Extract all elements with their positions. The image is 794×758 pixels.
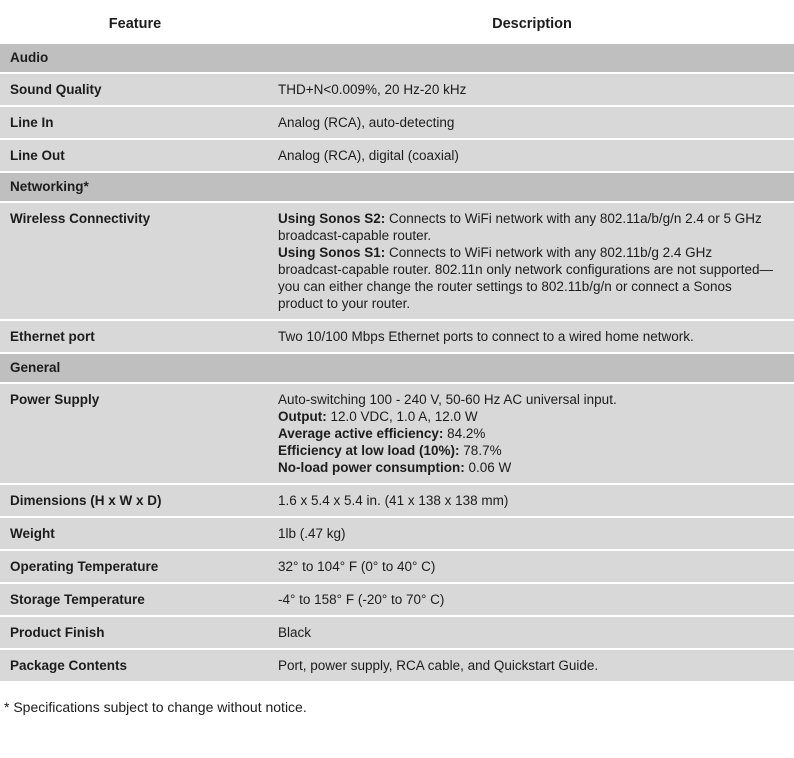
- description-cell: [270, 624, 794, 641]
- section-header-row: [0, 44, 794, 72]
- feature-cell: Ethernet port: [10, 329, 95, 344]
- description-text: 78.7%: [459, 443, 502, 458]
- description-text: Connects to WiFi network with any 802.11a/b/g/n 2.4 or 5 GHz broadcast-capable router.: [278, 211, 762, 243]
- feature-cell: Wireless Connectivity: [10, 211, 151, 226]
- description-cell: [270, 558, 794, 575]
- feature-cell: Operating Temperature: [10, 559, 159, 574]
- table-header-row: [0, 8, 794, 44]
- feature-cell: Power Supply: [10, 392, 100, 407]
- description-line: [278, 81, 774, 98]
- description-cell: [270, 81, 794, 98]
- description-line: [278, 492, 774, 509]
- description-bold-text: Using Sonos S1:: [278, 245, 386, 260]
- section-title: General: [10, 360, 61, 375]
- description-cell: [270, 657, 794, 674]
- description-text: 1lb (.47 kg): [278, 526, 346, 541]
- description-line: [278, 525, 774, 542]
- table-row: [0, 485, 794, 516]
- description-bold-text: Output:: [278, 409, 327, 424]
- feature-column-header: Feature: [108, 16, 162, 32]
- spec-table: [0, 8, 794, 681]
- description-bold-text: Efficiency at low load (10%):: [278, 443, 460, 458]
- description-text: Two 10/100 Mbps Ethernet ports to connect to a wired home network.: [278, 329, 694, 344]
- feature-cell: Weight: [10, 526, 55, 541]
- description-line: [278, 391, 774, 408]
- description-cell: [270, 114, 794, 131]
- table-row: [0, 140, 794, 171]
- description-text: Connects to WiFi network with any 802.11b/g 2.4 GHz broadcast-capable router. 802.11n only network configurations are not supported—you can either change the router settings to 802.11b/g/n or connect a Sonos product to your router.: [278, 245, 774, 311]
- description-cell: [270, 210, 794, 312]
- description-text: Auto-switching 100 - 240 V, 50-60 Hz AC universal input.: [278, 392, 617, 407]
- section-title: Networking*: [10, 179, 89, 194]
- footnote: * Specifications subject to change without notice.: [4, 699, 307, 715]
- table-row: [0, 384, 794, 483]
- feature-cell: Package Contents: [10, 658, 128, 673]
- description-line: [278, 459, 774, 476]
- description-text: 12.0 VDC, 1.0 A, 12.0 W: [326, 409, 478, 424]
- description-text: 1.6 x 5.4 x 5.4 in. (41 x 138 x 138 mm): [278, 493, 509, 508]
- description-text: THD+N<0.009%, 20 Hz-20 kHz: [278, 82, 467, 97]
- description-line: [278, 624, 774, 641]
- description-line: [278, 591, 774, 608]
- description-text: 32° to 104° F (0° to 40° C): [278, 559, 436, 574]
- description-line: [278, 328, 774, 345]
- spec-table-body: [0, 44, 794, 681]
- feature-cell: Storage Temperature: [10, 592, 145, 607]
- description-line: [278, 408, 774, 425]
- feature-cell: Sound Quality: [10, 82, 102, 97]
- feature-cell: Line In: [10, 115, 54, 130]
- description-cell: [270, 525, 794, 542]
- description-line: [278, 657, 774, 674]
- table-row: [0, 617, 794, 648]
- feature-cell: Dimensions (H x W x D): [10, 493, 162, 508]
- table-row: [0, 321, 794, 352]
- description-line: [278, 558, 774, 575]
- description-text: Analog (RCA), digital (coaxial): [278, 148, 459, 163]
- table-row: [0, 650, 794, 681]
- table-row: [0, 74, 794, 105]
- feature-cell: Line Out: [10, 148, 65, 163]
- section-header-row: [0, 173, 794, 201]
- table-row: [0, 107, 794, 138]
- description-cell: [270, 591, 794, 608]
- description-cell: [270, 147, 794, 164]
- table-row: [0, 518, 794, 549]
- table-row: [0, 584, 794, 615]
- table-row: [0, 551, 794, 582]
- section-header-row: [0, 354, 794, 382]
- description-bold-text: Average active efficiency:: [278, 426, 444, 441]
- feature-cell: Product Finish: [10, 625, 105, 640]
- description-text: Analog (RCA), auto-detecting: [278, 115, 455, 130]
- description-line: [278, 425, 774, 442]
- section-title: Audio: [10, 50, 49, 65]
- description-line: [278, 147, 774, 164]
- description-bold-text: No-load power consumption:: [278, 460, 465, 475]
- description-text: -4° to 158° F (-20° to 70° C): [278, 592, 445, 607]
- description-bold-text: Using Sonos S2:: [278, 211, 386, 226]
- description-cell: [270, 328, 794, 345]
- description-text: 0.06 W: [464, 460, 512, 475]
- description-cell: [270, 492, 794, 509]
- description-column-header: Description: [492, 16, 572, 32]
- description-line: [278, 114, 774, 131]
- description-text: 84.2%: [443, 426, 486, 441]
- description-text: Port, power supply, RCA cable, and Quickstart Guide.: [278, 658, 599, 673]
- description-text: Black: [278, 625, 312, 640]
- description-line: [278, 210, 774, 244]
- description-cell: [270, 391, 794, 476]
- description-line: [278, 442, 774, 459]
- description-line: [278, 244, 774, 312]
- table-row: [0, 203, 794, 319]
